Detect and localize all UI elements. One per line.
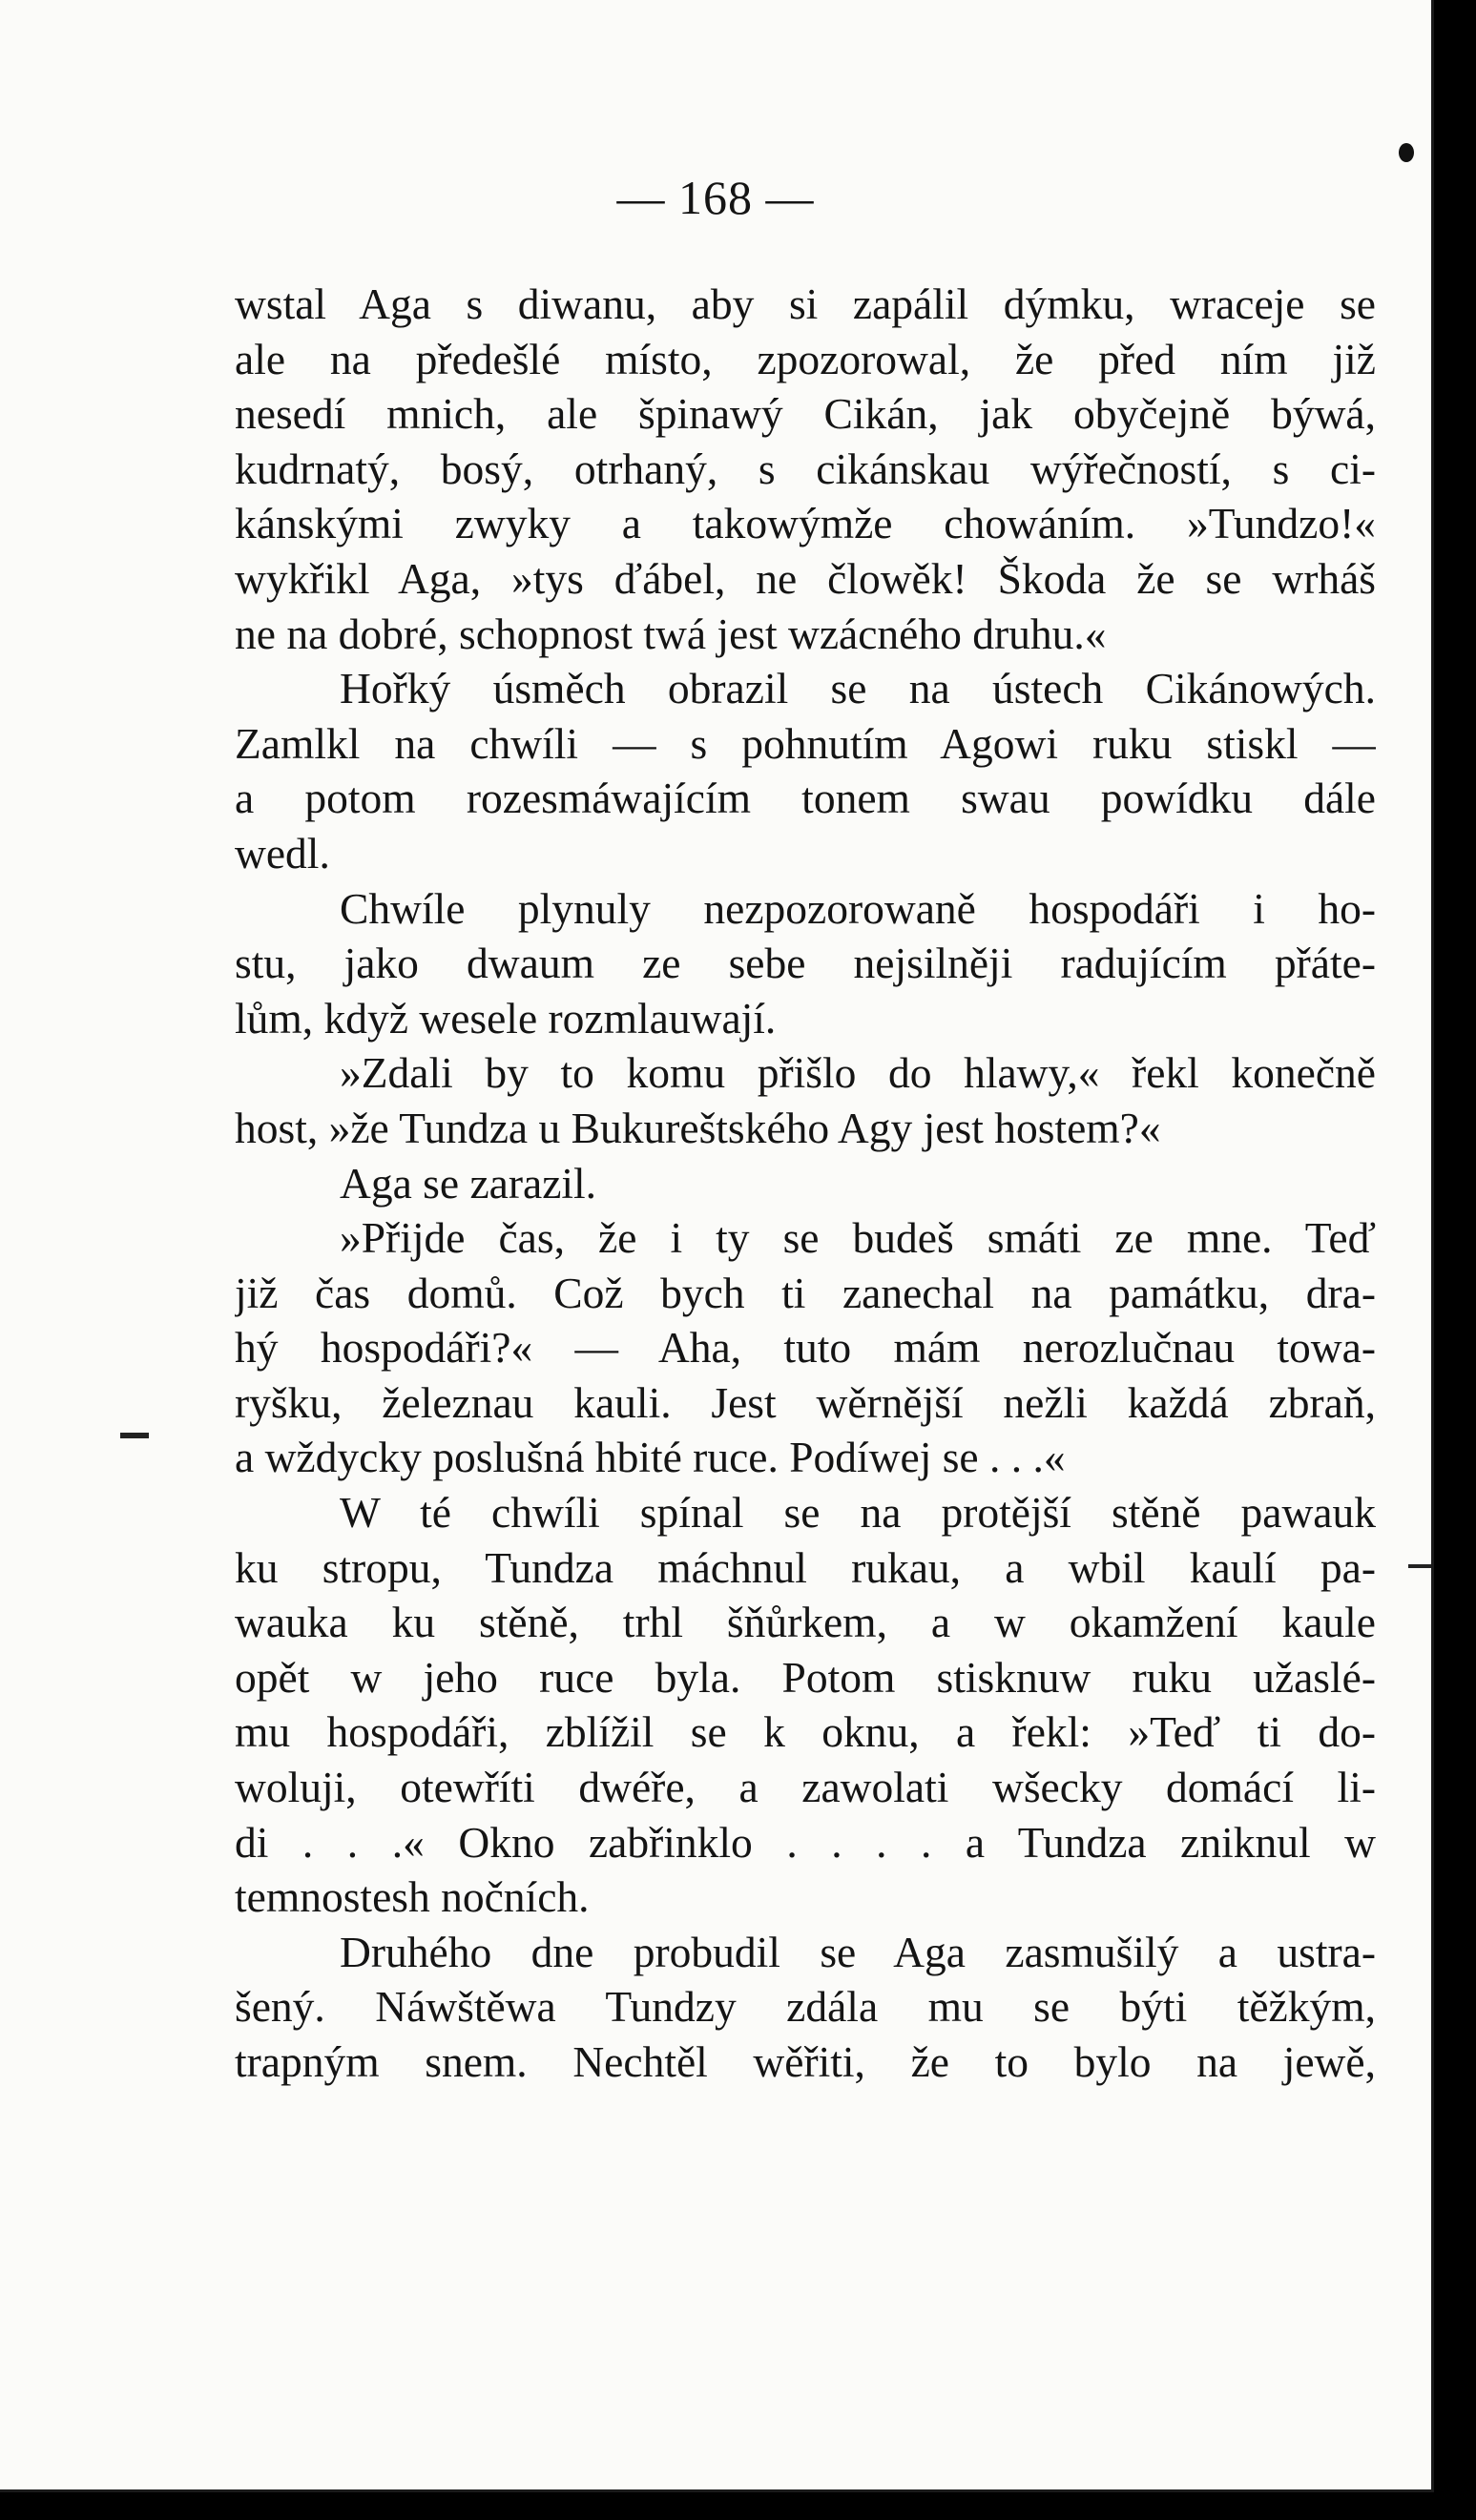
text-line: ale na předešlé místo, zpozorowal, že před ním již <box>235 334 1376 383</box>
margin-mark <box>1408 1564 1431 1568</box>
text-line: wedl. <box>235 828 330 878</box>
text-line: trapným snem. Nechtěl wěřiti, že to bylo na jewě, <box>235 2037 1376 2086</box>
text-line: Hořký úsměch obrazil se na ústech Cikánowých. <box>340 664 1376 713</box>
text-line: ku stropu, Tundza máchnul rukau, a wbil kaulí pa- <box>235 1542 1376 1592</box>
text-line: nesedí mnich, ale špinawý Cikán, jak obyčejně býwá, <box>235 389 1376 439</box>
text-line: mu hospodáři, zblížil se k oknu, a řekl: »Teď ti do- <box>235 1707 1376 1757</box>
text-line: kudrnatý, bosý, otrhaný, s cikánskau wýřečností, s ci- <box>235 444 1376 493</box>
text-line: W té chwíli spínal se na protější stěně pawauk <box>340 1488 1376 1538</box>
text-line: Chwíle plynuly nezpozorowaně hospodáři i ho- <box>340 883 1376 933</box>
text-line: wauka ku stěně, trhl šňůrkem, a w okamžení kaule <box>235 1598 1376 1647</box>
text-line: opět w jeho ruce byla. Potom stisknuw ruku užaslé- <box>235 1652 1376 1702</box>
text-line: »Zdali by to komu přišlo do hlawy,« řekl konečně <box>340 1048 1376 1098</box>
text-line: a potom rozesmáwajícím tonem swau powídku dále <box>235 774 1376 823</box>
text-line: hý hospodáři?« — Aha, tuto mám nerozlučnau towa- <box>235 1323 1376 1373</box>
body-text <box>235 277 1376 2090</box>
text-line: ryšku, železnau kauli. Jest wěrnější nežli každá zbraň, <box>235 1377 1376 1427</box>
text-line: ne na dobré, schopnost twá jest wzácného druhu.« <box>235 609 1107 658</box>
text-line: a wždycky poslušná hbité ruce. Podíwej se . . .« <box>235 1433 1066 1482</box>
text-line: lům, když wesele rozmlauwají. <box>235 993 777 1043</box>
text-line: wykřikl Aga, »tys ďábel, ne člowěk! Škoda že se wrháš <box>235 553 1376 603</box>
text-line: již čas domů. Což bych ti zanechal na památku, dra- <box>235 1268 1376 1317</box>
text-line: šený. Náwštěwa Tundzy zdála mu se býti těžkým, <box>235 1982 1376 2032</box>
text-line: stu, jako dwaum ze sebe nejsilněji radujícím přáte- <box>235 939 1376 988</box>
text-line: Aga se zarazil. <box>340 1158 597 1208</box>
page-number: — 168 — <box>616 171 815 224</box>
margin-mark <box>120 1433 149 1438</box>
ink-dot <box>1399 143 1414 162</box>
text-line: host, »že Tundza u Bukureštského Agy jest hostem?« <box>235 1103 1161 1152</box>
text-line: Druhého dne probudil se Aga zasmušilý a ustra- <box>340 1927 1376 1976</box>
text-line: »Přijde čas, že i ty se budeš smáti ze mne. Teď <box>340 1213 1376 1263</box>
text-line: wstal Aga s diwanu, aby si zapálil dýmku, wraceje se <box>235 279 1376 328</box>
text-line: Zamlkl na chwíli — s pohnutím Agowi ruku stiskl — <box>235 718 1376 768</box>
text-line: di . . .« Okno zabřinklo . . . . a Tundza zniknul w <box>235 1817 1376 1867</box>
text-line: temnostesh nočních. <box>235 1872 590 1922</box>
text-line: woluji, otewříti dwéře, a zawolati wšecky domácí li- <box>235 1763 1376 1812</box>
text-line: kánskými zwyky a takowýmže chowáním. »Tundzo!« <box>235 499 1376 548</box>
